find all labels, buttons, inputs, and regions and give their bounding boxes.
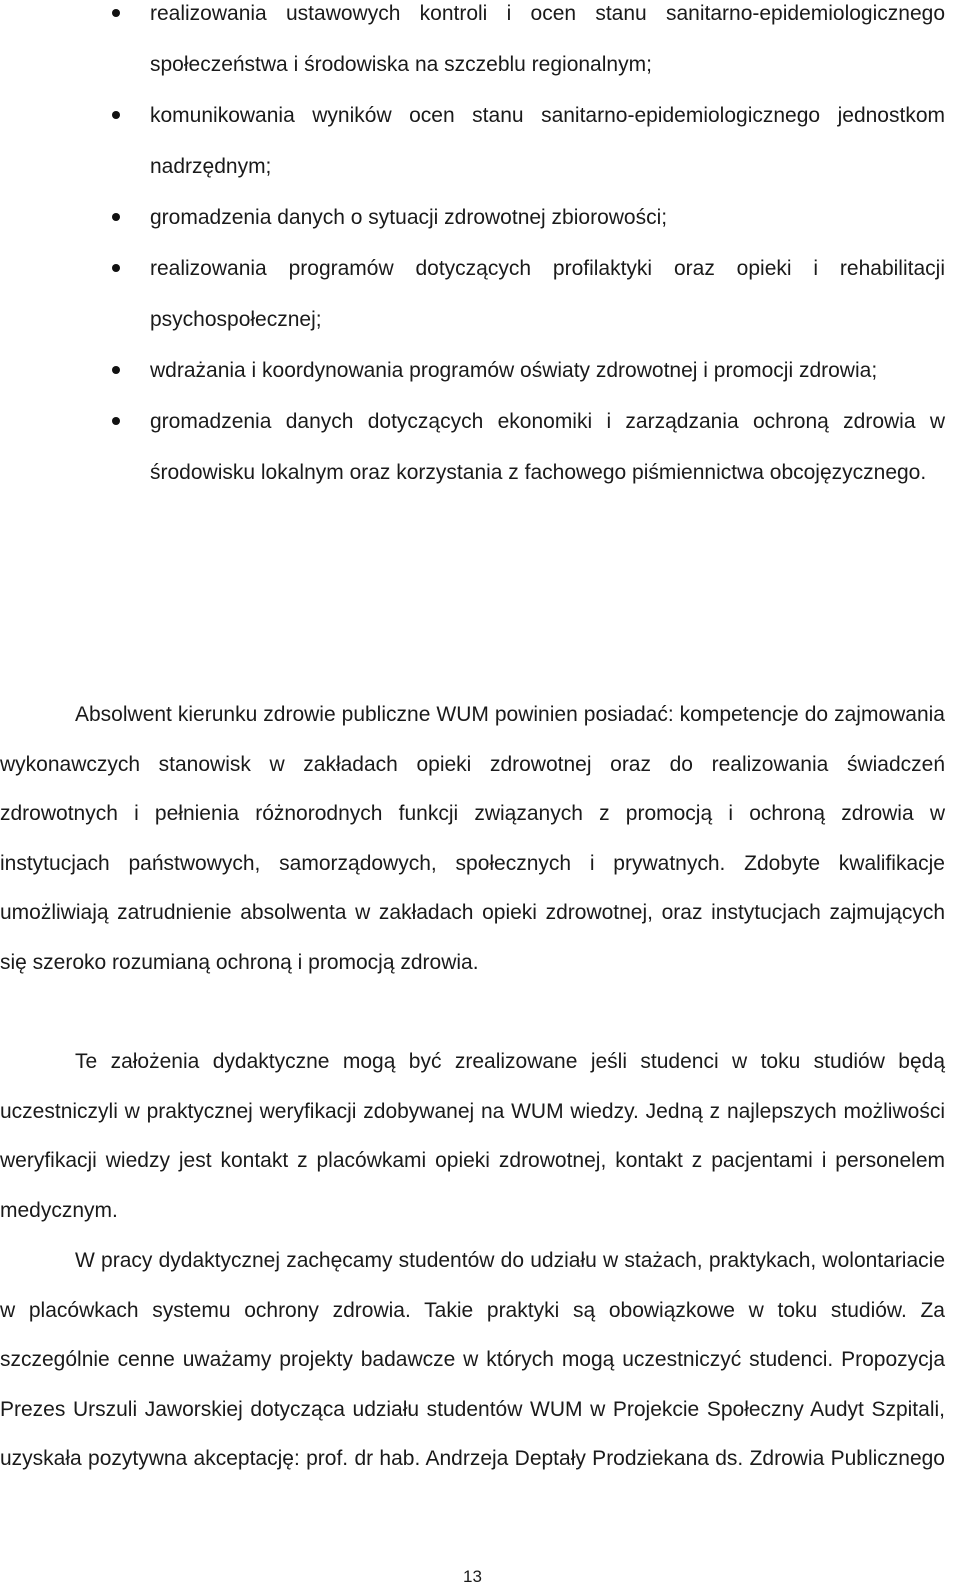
paragraph-text: Te założenia dydaktyczne mogą być zrealizowane jeśli studenci w toku studiów będą uczestniczyli w praktycznej weryfikacji zdobywanej na WUM wiedzy. Jedną z najlepszych możliwości weryfikacji wiedzy jest kontakt z placówkami opieki zdrowotnej, kontakt z pacjentami i personelem medycznym.	[0, 1050, 945, 1222]
paragraph-didactic-assumptions	[0, 1037, 945, 1235]
paragraph-internships	[0, 1236, 945, 1484]
bullet-dot-icon	[112, 264, 120, 272]
paragraph-graduate-competences	[0, 690, 945, 987]
paragraph-text: Absolwent kierunku zdrowie publiczne WUM powinien posiadać: kompetencje do zajmowania wykonawczych stanowisk w zakładach opieki zdrowotnej oraz do realizowania świadczeń zdrowotnych i pełnienia różnorodnych funkcji związanych z promocją i ochroną zdrowia w instytucjach państwowych, samorządowych, społecznych i prywatnych. Zdobyte kwalifikacje umożliwiają zatrudnienie absolwenta w zakładach opieki zdrowotnej, oraz instytucjach zajmujących się szeroko rozumianą ochroną i promocją zdrowia.	[0, 703, 945, 974]
paragraph-text: W pracy dydaktycznej zachęcamy studentów do udziału w stażach, praktykach, wolontariacie w placówkach systemu ochrony zdrowia. Takie praktyki są obowiązkowe w toku studiów. Za szczególnie cenne uważamy projekty badawcze w których mogą uczestniczyć studenci. Propozycja Prezes Urszuli Jaworskiej dotycząca udziału studentów WUM w Projekcie Społeczny Audyt Szpitali, uzyskała pozytywna akceptację: prof. dr hab. Andrzeja Deptały Prodziekana ds. Zdrowia Publicznego	[0, 1249, 945, 1470]
list-item-text: gromadzenia danych o sytuacji zdrowotnej zbiorowości;	[150, 206, 668, 229]
bullet-dot-icon	[112, 213, 120, 221]
list-item	[0, 90, 960, 192]
list-item-text: komunikowania wyników ocen stanu sanitarno-epidemiologicznego jednostkom nadrzędnym;	[150, 104, 945, 178]
list-item-text: realizowania ustawowych kontroli i ocen stanu sanitarno-epidemiologicznego społeczeństwa i środowiska na szczeblu regionalnym;	[150, 2, 945, 76]
bullet-dot-icon	[112, 366, 120, 374]
bullet-dot-icon	[112, 111, 120, 119]
page-number: 13	[463, 1567, 482, 1586]
list-item	[0, 396, 960, 498]
bullet-dot-icon	[112, 9, 120, 17]
bullet-dot-icon	[112, 417, 120, 425]
list-item-text: wdrażania i koordynowania programów oświaty zdrowotnej i promocji zdrowia;	[150, 359, 878, 382]
list-item	[0, 243, 960, 345]
list-item-text: gromadzenia danych dotyczących ekonomiki i zarządzania ochroną zdrowia w środowisku lokalnym oraz korzystania z fachowego piśmiennictwa obcojęzycznego.	[150, 410, 945, 484]
list-item	[0, 192, 960, 243]
list-item	[0, 345, 960, 396]
list-item-text: realizowania programów dotyczących profilaktyki oraz opieki i rehabilitacji psychospołecznej;	[150, 257, 945, 331]
bullet-list	[0, 0, 960, 498]
list-item	[0, 0, 960, 90]
